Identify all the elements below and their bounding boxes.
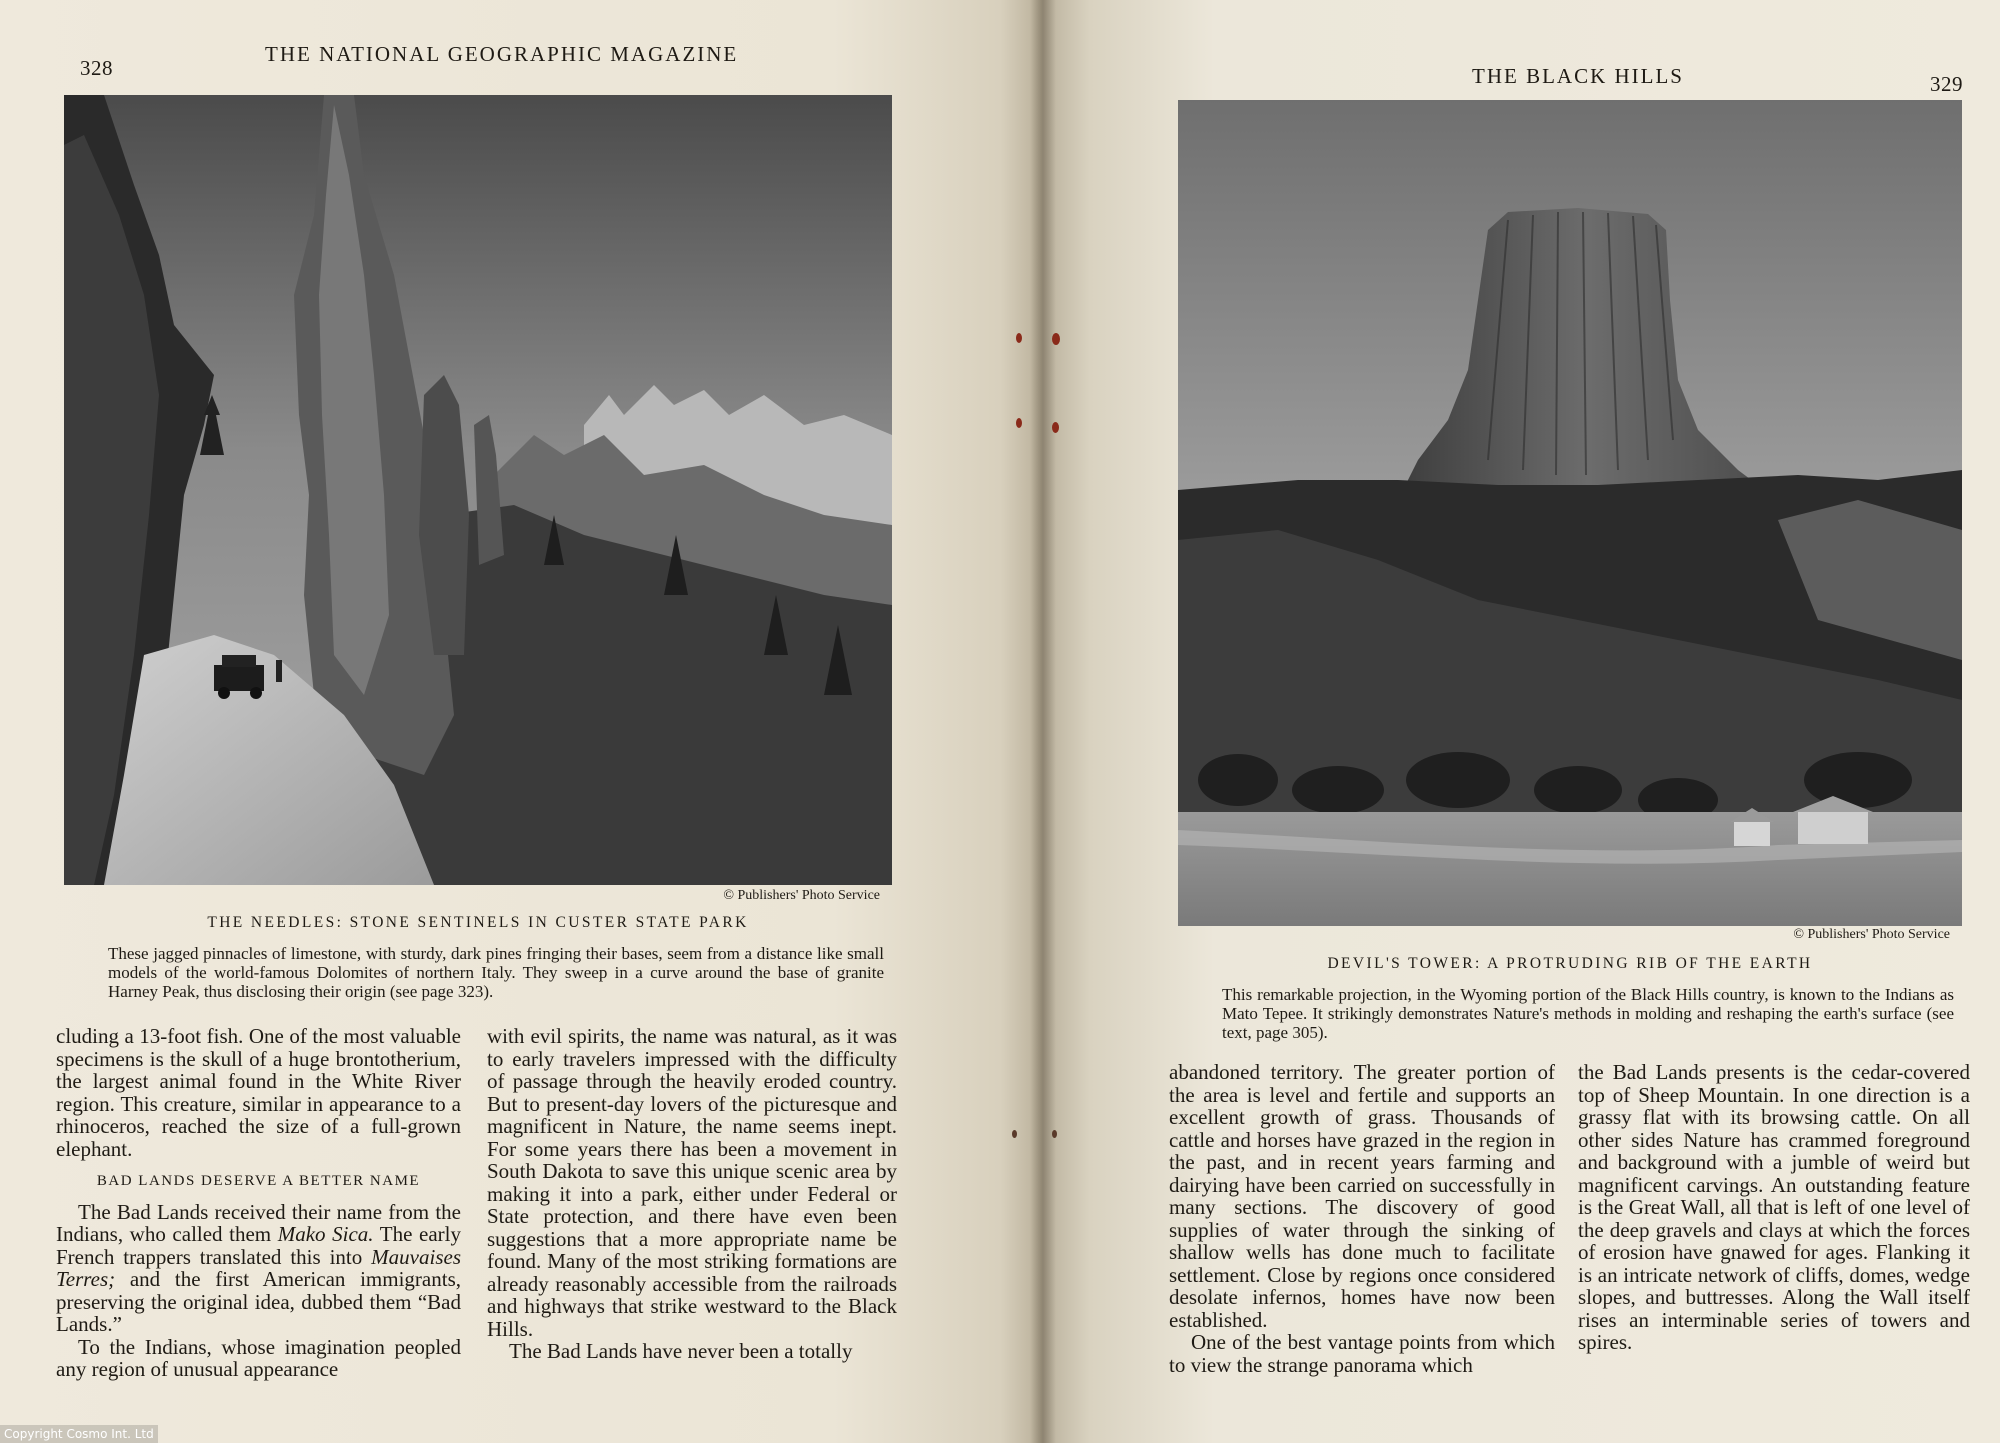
right-page [1042, 0, 2000, 1443]
binding-mark [1016, 418, 1022, 428]
paragraph: The Bad Lands have never been a totally [509, 1339, 853, 1363]
running-head: THE NATIONAL GEOGRAPHIC MAGAZINE [265, 42, 739, 66]
paragraph: with evil spirits, the name was natural, as it was to early travelers impressed with the difficulty of passage through the heavily eroded country. But to present-day lovers of the picturesque and magnificent in Nature, the name seems inept. For some years there has been a movement in South Dakota to save this unique scenic area by making it into a park, either under Federal or State protection, and there have even been suggestions that a more appropriate name be found. Many of the most striking formations are already reasonably accessible from the railroads and highways that strike westward to the Black Hills. [487, 1024, 897, 1341]
page-number: 328 [80, 56, 113, 80]
text-column-1 [56, 1025, 461, 1381]
photo-credit: © Publishers' Photo Service [723, 888, 880, 903]
binding-mark [1052, 1130, 1057, 1138]
paragraph: To the Indians, whose imagination peopled any region of unusual appearance [56, 1334, 461, 1381]
needles-photo-image [64, 95, 892, 885]
text-column-2 [1578, 1061, 1970, 1354]
binding-mark [1012, 1130, 1017, 1138]
devils-tower-photo-image [1178, 100, 1962, 926]
paragraph: the Bad Lands presents is the cedar-covered top of Sheep Mountain. In one direction is a grassy flat with its browsing cattle. On all other sides Nature has crammed foreground and background with a jumble of weird but magnificent carvings. An outstanding feature is the Great Wall, all that is left of one level of the deep gravels and clays at which the forces of erosion have gnawed for ages. Flanking it is an intricate network of cliffs, domes, wedge slopes, and buttresses. Along the Wall itself rises an interminable series of towers and spires. [1578, 1060, 1970, 1354]
text-column-1 [1169, 1061, 1555, 1376]
binding-mark [1052, 333, 1060, 345]
photo-credit: © Publishers' Photo Service [1793, 927, 1950, 942]
paragraph: abandoned territory. The greater portion of the area is level and fertile and supports an excellent growth of grass. Thousands of cattle and horses have grazed in the region in the past, and in recent years farming and dairying have been carried on successfully in many sections. The discovery of good supplies of water through the sinking of shallow wells has done much to facilitate settlement. Close by regions once considered desolate infernos, homes have now been established. [1169, 1060, 1555, 1332]
needles-photo [64, 95, 892, 885]
caption-text: These jagged pinnacles of limestone, with sturdy, dark pines fringing their bases, seem from a distance like small models of the world-famous Dolomites of northern Italy. They sweep in a curve around the base of granite Harney Peak, thus disclosing their origin (see page 323). [108, 944, 884, 1001]
section-subhead: BAD LANDS DESERVE A BETTER NAME [96, 1173, 421, 1189]
paragraph: cluding a 13-foot fish. One of the most valuable specimens is the skull of a huge brontotherium, the largest animal found in the White River region. This creature, similar in appearance to a rhinoceros, reached the size of a full-grown elephant. [56, 1024, 461, 1161]
binding-mark [1016, 333, 1022, 343]
running-head: THE BLACK HILLS [1472, 64, 1684, 88]
caption-title: THE NEEDLES: STONE SENTINELS IN CUSTER STATE PARK [207, 914, 749, 931]
text-column-2 [487, 1025, 897, 1363]
book-spine [1030, 0, 1056, 1443]
page-number: 329 [1930, 72, 1963, 96]
devils-tower-photo [1178, 100, 1962, 926]
caption-text: This remarkable projection, in the Wyoming portion of the Black Hills country, is known to the Indians as Mato Tepee. It strikingly demonstrates Nature's methods in molding and reshaping the earth's surface (see text, page 305). [1222, 985, 1954, 1042]
binding-mark [1052, 422, 1059, 433]
copyright-stamp: Copyright Cosmo Int. Ltd [0, 1425, 158, 1443]
caption-title: DEVIL'S TOWER: A PROTRUDING RIB OF THE EARTH [1327, 955, 1813, 972]
paragraph: The Bad Lands received their name from the Indians, who called them Mako Sica. The early French trappers translated this into Mauvaises Terres; and the first American immigrants, preserving the original idea, dubbed them “Bad Lands.” [56, 1199, 461, 1336]
paragraph: One of the best vantage points from which to view the strange panorama which [1169, 1330, 1555, 1377]
